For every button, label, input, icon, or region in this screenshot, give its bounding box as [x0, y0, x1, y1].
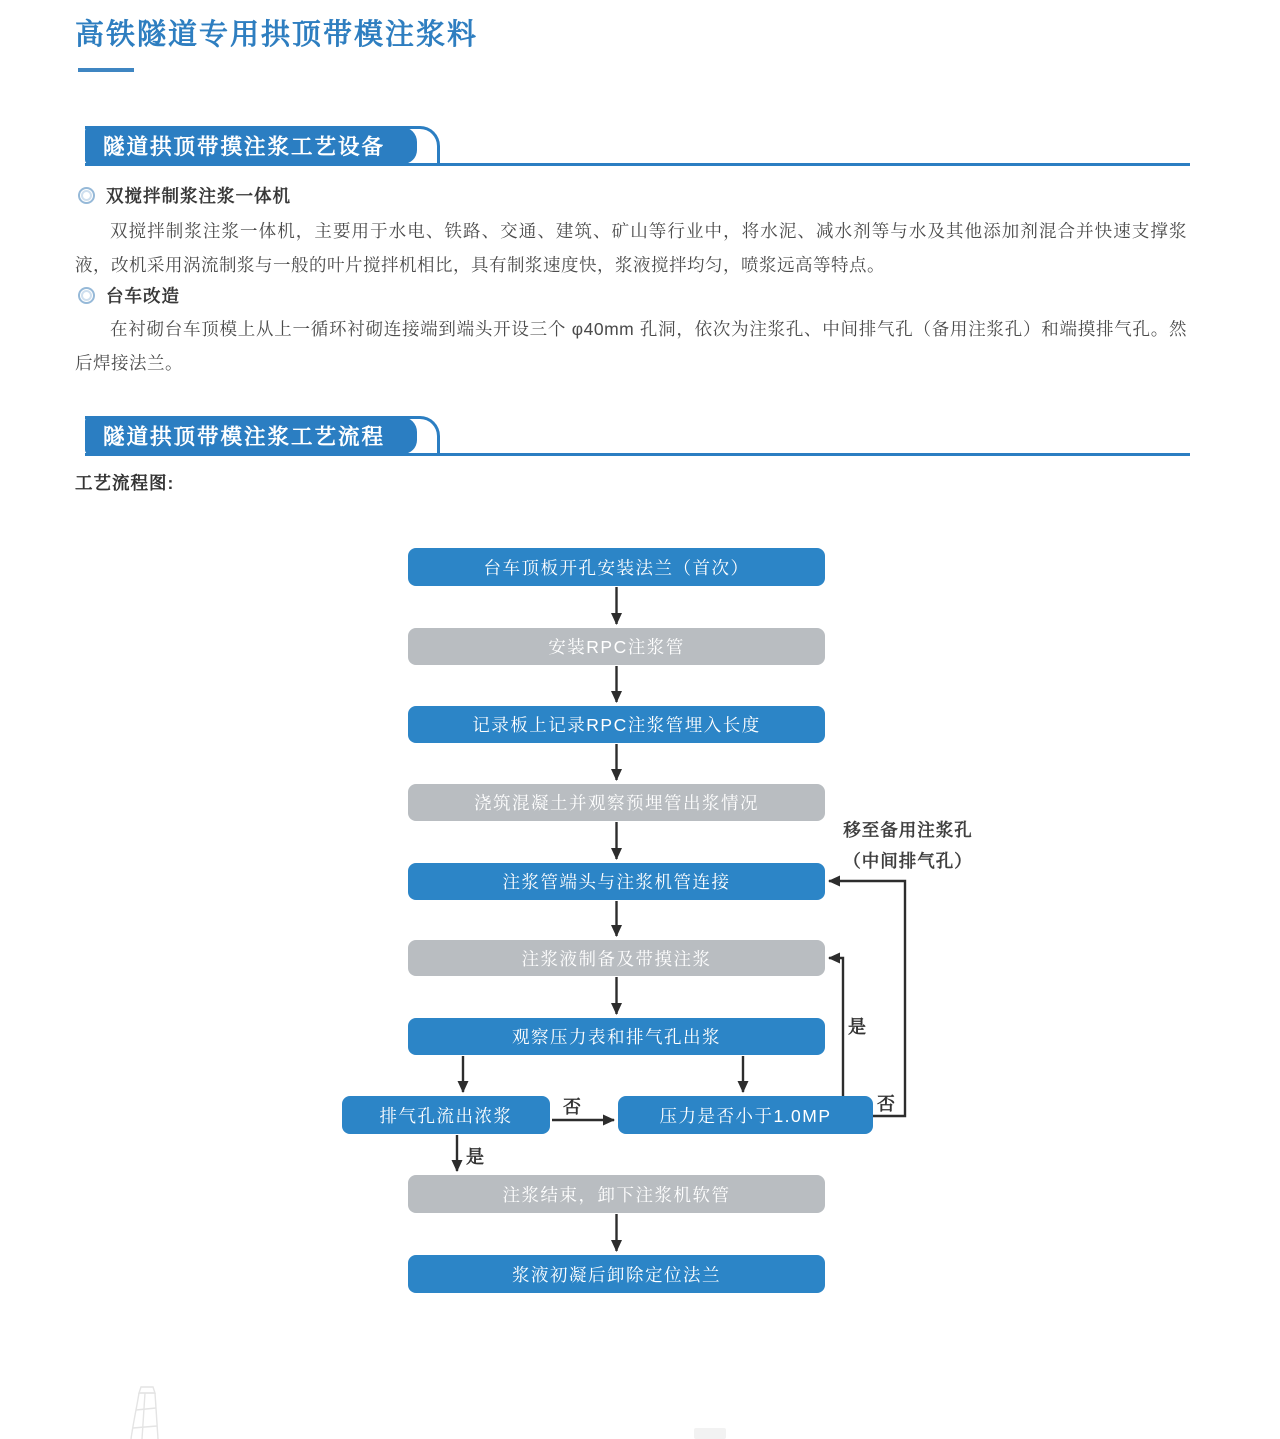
- title-underline: [78, 68, 134, 72]
- edge-label-yes: 是: [466, 1147, 485, 1167]
- bullet-heading: 双搅拌制浆注浆一体机: [106, 186, 291, 206]
- tower-watermark: [112, 1384, 192, 1439]
- flow-node-observe-gauge: 观察压力表和排气孔出浆: [408, 1018, 825, 1055]
- paragraph-mixer: 双搅拌制浆注浆一体机，主要用于水电、铁路、交通、建筑、矿山等行业中，将水泥、减水剂等与水及其他添加剂混合并快速支撑浆液，改机采用涡流制浆与一般的叶片搅拌机相比，具有制浆速度快，浆液搅拌均匀，喷浆远高等特点。: [75, 221, 1187, 275]
- page-title: 高铁隧道专用拱顶带模注浆料: [75, 19, 479, 51]
- feedback-annotation-line1: 移至备用注浆孔: [843, 820, 973, 840]
- flow-node-remove-flange: 浆液初凝后卸除定位法兰: [408, 1255, 825, 1293]
- bullet-ring-icon: [78, 287, 95, 304]
- bullet-heading: 台车改造: [106, 286, 180, 306]
- edge-label-no: 否: [563, 1097, 582, 1117]
- flow-node-pressure-check: 压力是否小于1.0MP: [618, 1096, 873, 1134]
- bullet-ring-inner: [81, 290, 92, 301]
- bullet-ring-icon: [78, 187, 95, 204]
- feedback-annotation: [826, 815, 990, 877]
- paragraph-trolley: 在衬砌台车顶模上从上一循环衬砌连接端到端头开设三个 φ40mm 孔洞，依次为注浆孔、中间排气孔（备用注浆孔）和端摸排气孔。然后焊接法兰。: [75, 319, 1187, 373]
- flow-node-install-rpc-pipe: 安装RPC注浆管: [408, 628, 825, 665]
- flow-node-finish-grouting: 注浆结束，卸下注浆机软管: [408, 1175, 825, 1213]
- edge-label-yes: 是: [848, 1017, 867, 1037]
- section-banner-process: [85, 416, 1190, 456]
- flow-node-prepare-grout: 注浆液制备及带摸注浆: [408, 940, 825, 976]
- section-banner-equipment: [85, 126, 1190, 166]
- flow-feedback-no: [829, 881, 905, 1116]
- flow-node-record-length: 记录板上记录RPC注浆管埋入长度: [408, 706, 825, 743]
- flow-node-pour-concrete: 浇筑混凝土并观察预埋管出浆情况: [408, 784, 825, 821]
- flow-node-install-flange: 台车顶板开孔安装法兰（首次）: [408, 548, 825, 586]
- flow-node-connect-pipe: 注浆管端头与注浆机管连接: [408, 863, 825, 900]
- feedback-annotation-line2: （中间排气孔）: [843, 851, 973, 871]
- bullet-item-trolley: [78, 283, 180, 308]
- flow-node-vent-thick-grout: 排气孔流出浓浆: [342, 1096, 550, 1134]
- banner-tab-label: 隧道拱顶带摸注浆工艺设备: [85, 127, 417, 164]
- edge-label-no: 否: [877, 1094, 896, 1114]
- bullet-item-mixer: [78, 183, 291, 208]
- page-smudge: [694, 1428, 726, 1439]
- banner-tab-label: 隧道拱顶带模注浆工艺流程: [85, 417, 417, 454]
- flow-diagram-label: 工艺流程图:: [75, 473, 175, 493]
- flow-feedback-yes: [829, 958, 843, 1096]
- bullet-ring-inner: [81, 190, 92, 201]
